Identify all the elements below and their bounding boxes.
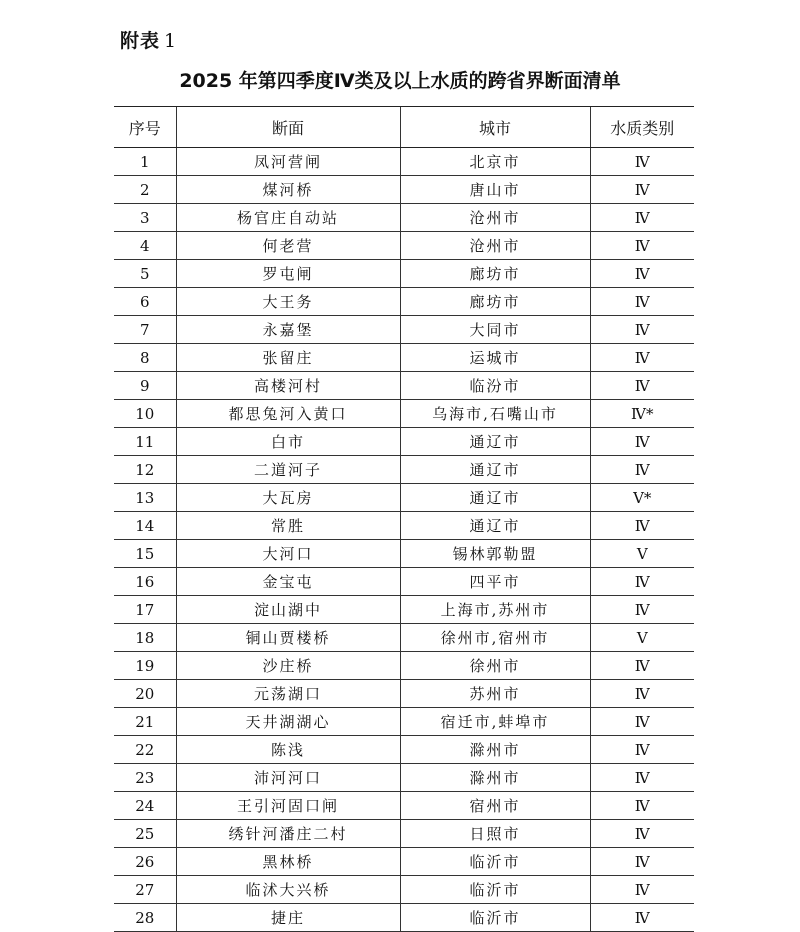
row-city: 临汾市 — [400, 372, 590, 400]
table-header — [114, 107, 694, 148]
table-row — [114, 792, 694, 820]
row-water-grade: Ⅳ — [590, 652, 694, 680]
row-index: 3 — [114, 204, 176, 232]
row-section-name: 张留庄 — [176, 344, 400, 372]
row-index: 7 — [114, 316, 176, 344]
row-water-grade: Ⅳ — [590, 344, 694, 372]
row-water-grade: Ⅳ — [590, 848, 694, 876]
row-city: 苏州市 — [400, 680, 590, 708]
row-index: 25 — [114, 820, 176, 848]
row-city: 沧州市 — [400, 204, 590, 232]
row-water-grade: Ⅳ — [590, 736, 694, 764]
row-section-name: 永嘉堡 — [176, 316, 400, 344]
table-row — [114, 568, 694, 596]
row-water-grade: Ⅴ* — [590, 484, 694, 512]
row-index: 24 — [114, 792, 176, 820]
table-row — [114, 372, 694, 400]
row-index: 18 — [114, 624, 176, 652]
row-city: 宿州市 — [400, 792, 590, 820]
row-city: 宿迁市,蚌埠市 — [400, 708, 590, 736]
row-water-grade: Ⅴ — [590, 540, 694, 568]
row-water-grade: Ⅳ — [590, 792, 694, 820]
table-row — [114, 428, 694, 456]
row-city: 临沂市 — [400, 848, 590, 876]
table-row — [114, 512, 694, 540]
row-section-name: 陈浅 — [176, 736, 400, 764]
row-city: 大同市 — [400, 316, 590, 344]
row-city: 上海市,苏州市 — [400, 596, 590, 624]
row-section-name: 铜山贾楼桥 — [176, 624, 400, 652]
row-city: 廊坊市 — [400, 288, 590, 316]
row-section-name: 罗屯闸 — [176, 260, 400, 288]
row-water-grade: Ⅳ — [590, 316, 694, 344]
table-row — [114, 288, 694, 316]
table-row — [114, 176, 694, 204]
row-city: 徐州市 — [400, 652, 590, 680]
row-water-grade: Ⅳ — [590, 820, 694, 848]
row-city: 锡林郭勒盟 — [400, 540, 590, 568]
row-section-name: 都思兔河入黄口 — [176, 400, 400, 428]
table-row — [114, 680, 694, 708]
row-section-name: 大瓦房 — [176, 484, 400, 512]
table-row — [114, 596, 694, 624]
row-water-grade: Ⅳ — [590, 456, 694, 484]
row-index: 5 — [114, 260, 176, 288]
row-section-name: 白市 — [176, 428, 400, 456]
appendix-number: 1 — [164, 30, 178, 52]
row-section-name: 黑林桥 — [176, 848, 400, 876]
row-water-grade: Ⅳ — [590, 148, 694, 176]
row-section-name: 何老营 — [176, 232, 400, 260]
row-section-name: 天井湖湖心 — [176, 708, 400, 736]
row-water-grade: Ⅳ — [590, 260, 694, 288]
row-city: 通辽市 — [400, 456, 590, 484]
table-row — [114, 204, 694, 232]
column-header-grade: 水质类别 — [590, 107, 694, 148]
row-water-grade: Ⅳ* — [590, 400, 694, 428]
row-section-name: 金宝屯 — [176, 568, 400, 596]
row-index: 21 — [114, 708, 176, 736]
row-index: 10 — [114, 400, 176, 428]
row-water-grade: Ⅳ — [590, 512, 694, 540]
row-section-name: 淀山湖中 — [176, 596, 400, 624]
table-row — [114, 876, 694, 904]
table-body — [114, 148, 694, 932]
row-index: 8 — [114, 344, 176, 372]
row-city: 滁州市 — [400, 736, 590, 764]
table-row — [114, 736, 694, 764]
row-city: 四平市 — [400, 568, 590, 596]
row-index: 22 — [114, 736, 176, 764]
row-water-grade: Ⅳ — [590, 680, 694, 708]
column-header-index: 序号 — [114, 107, 176, 148]
row-city: 唐山市 — [400, 176, 590, 204]
row-index: 27 — [114, 876, 176, 904]
row-index: 19 — [114, 652, 176, 680]
row-city: 北京市 — [400, 148, 590, 176]
row-water-grade: Ⅳ — [590, 288, 694, 316]
row-water-grade: Ⅳ — [590, 876, 694, 904]
row-section-name: 煤河桥 — [176, 176, 400, 204]
row-section-name: 常胜 — [176, 512, 400, 540]
row-city: 临沂市 — [400, 876, 590, 904]
row-city: 徐州市,宿州市 — [400, 624, 590, 652]
row-index: 13 — [114, 484, 176, 512]
row-section-name: 沛河河口 — [176, 764, 400, 792]
row-section-name: 大河口 — [176, 540, 400, 568]
table-row — [114, 316, 694, 344]
row-index: 20 — [114, 680, 176, 708]
row-water-grade: Ⅳ — [590, 708, 694, 736]
appendix-label — [120, 26, 177, 53]
row-index: 14 — [114, 512, 176, 540]
row-city: 运城市 — [400, 344, 590, 372]
table-row — [114, 400, 694, 428]
row-city: 沧州市 — [400, 232, 590, 260]
row-index: 23 — [114, 764, 176, 792]
row-index: 9 — [114, 372, 176, 400]
table-row — [114, 904, 694, 932]
table-row — [114, 848, 694, 876]
row-city: 廊坊市 — [400, 260, 590, 288]
row-section-name: 凤河营闸 — [176, 148, 400, 176]
row-section-name: 元荡湖口 — [176, 680, 400, 708]
row-water-grade: Ⅳ — [590, 428, 694, 456]
row-section-name: 临沭大兴桥 — [176, 876, 400, 904]
row-index: 28 — [114, 904, 176, 932]
row-water-grade: Ⅳ — [590, 176, 694, 204]
row-section-name: 沙庄桥 — [176, 652, 400, 680]
row-index: 2 — [114, 176, 176, 204]
row-section-name: 王引河固口闸 — [176, 792, 400, 820]
row-city: 滁州市 — [400, 764, 590, 792]
document-title: 2025 年第四季度Ⅳ类及以上水质的跨省界断面清单 — [179, 70, 621, 92]
row-water-grade: Ⅳ — [590, 904, 694, 932]
row-index: 17 — [114, 596, 176, 624]
row-section-name: 高楼河村 — [176, 372, 400, 400]
row-water-grade: Ⅳ — [590, 204, 694, 232]
row-water-grade: Ⅳ — [590, 764, 694, 792]
table-row — [114, 540, 694, 568]
row-water-grade: Ⅳ — [590, 568, 694, 596]
table-row — [114, 456, 694, 484]
row-index: 1 — [114, 148, 176, 176]
row-section-name: 二道河子 — [176, 456, 400, 484]
table-row — [114, 148, 694, 176]
table-row — [114, 708, 694, 736]
table-row — [114, 652, 694, 680]
column-header-section: 断面 — [176, 107, 400, 148]
header-row — [114, 107, 694, 148]
row-section-name: 绣针河潘庄二村 — [176, 820, 400, 848]
row-water-grade: Ⅳ — [590, 232, 694, 260]
water-quality-table — [114, 106, 694, 932]
row-index: 12 — [114, 456, 176, 484]
row-section-name: 杨官庄自动站 — [176, 204, 400, 232]
row-section-name: 大王务 — [176, 288, 400, 316]
row-index: 11 — [114, 428, 176, 456]
row-city: 通辽市 — [400, 428, 590, 456]
table-row — [114, 232, 694, 260]
table-row — [114, 484, 694, 512]
column-header-city: 城市 — [400, 107, 590, 148]
row-water-grade: Ⅳ — [590, 596, 694, 624]
row-index: 16 — [114, 568, 176, 596]
row-index: 15 — [114, 540, 176, 568]
row-city: 通辽市 — [400, 484, 590, 512]
table-row — [114, 764, 694, 792]
row-city: 通辽市 — [400, 512, 590, 540]
row-city: 日照市 — [400, 820, 590, 848]
row-water-grade: Ⅳ — [590, 372, 694, 400]
table-row — [114, 260, 694, 288]
appendix-label-text: 附表 — [120, 30, 161, 52]
table-row — [114, 820, 694, 848]
row-city: 临沂市 — [400, 904, 590, 932]
row-index: 4 — [114, 232, 176, 260]
row-section-name: 捷庄 — [176, 904, 400, 932]
row-index: 26 — [114, 848, 176, 876]
row-index: 6 — [114, 288, 176, 316]
row-water-grade: Ⅴ — [590, 624, 694, 652]
row-city: 乌海市,石嘴山市 — [400, 400, 590, 428]
table-row — [114, 344, 694, 372]
table-row — [114, 624, 694, 652]
